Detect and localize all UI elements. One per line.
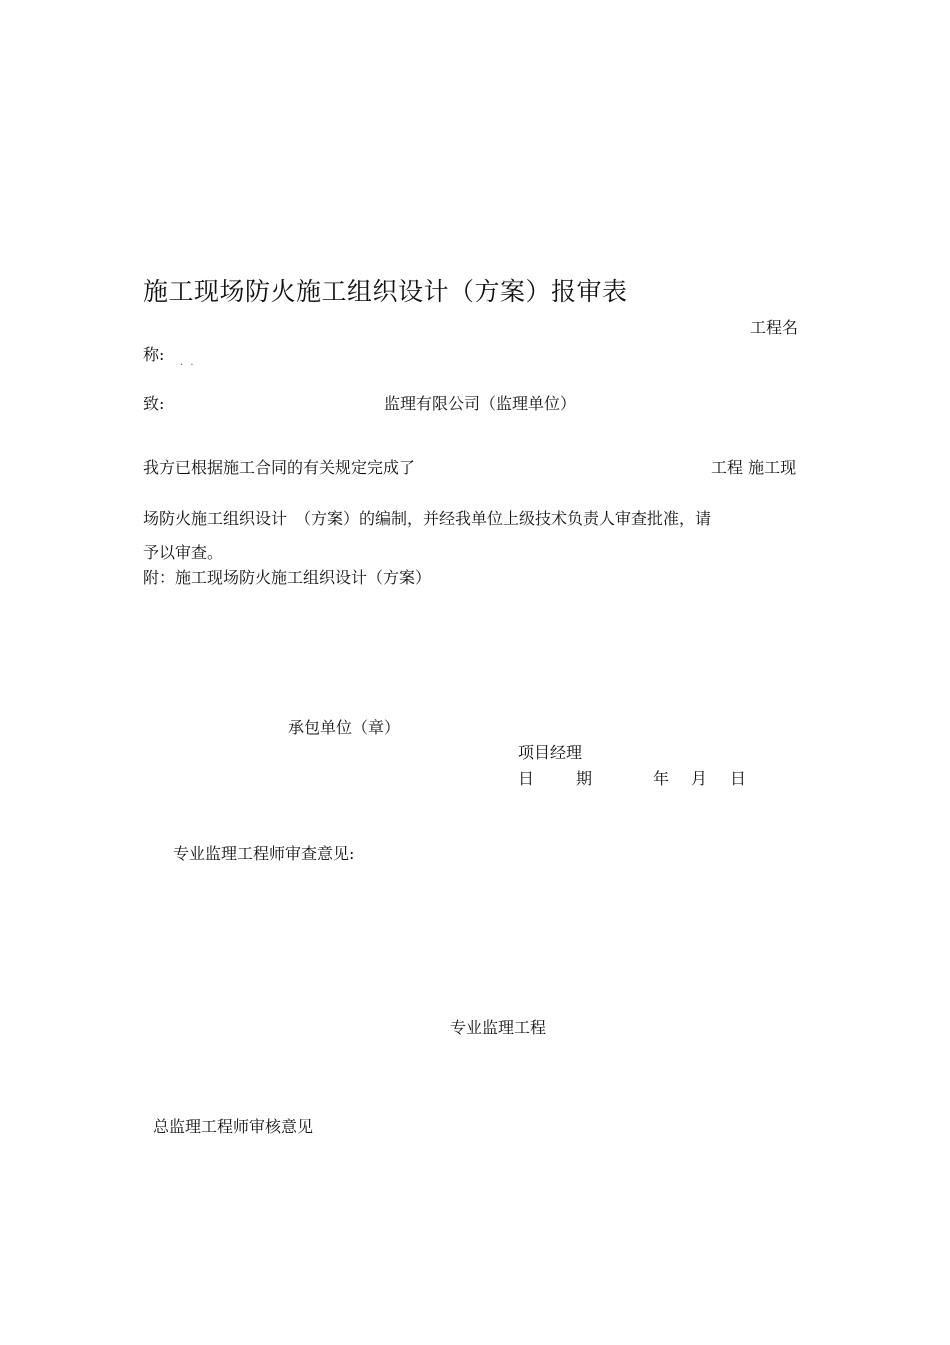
- specialist-signature-label: 专业监理工程: [450, 1018, 547, 1037]
- body-line-1-right: 工程 施工现: [711, 458, 797, 477]
- page-title: 施工现场防火施工组织设计（方案）报审表: [143, 277, 628, 306]
- date-label-period: 期: [576, 769, 593, 788]
- date-year-label: 年: [653, 769, 670, 788]
- supervision-unit-name: 监理有限公司（监理单位）: [384, 394, 577, 413]
- project-manager-label: 项目经理: [518, 743, 583, 762]
- date-label-day: 日: [518, 769, 535, 788]
- date-month-label: 月: [691, 769, 708, 788]
- body-line-3: 予以审查。: [143, 543, 224, 562]
- attachment-line: 附：施工现场防火施工组织设计（方案）: [143, 568, 432, 587]
- body-line-2: 场防火施工组织设计 （方案）的编制，并经我单位上级技术负责人审查批准，请: [143, 509, 712, 528]
- project-name-label-cont: 称:: [143, 345, 165, 364]
- body-line-1: 我方已根据施工合同的有关规定完成了: [143, 458, 416, 477]
- to-label: 致:: [143, 394, 165, 413]
- project-name-value: . .: [180, 357, 196, 368]
- chief-opinion-label: 总监理工程师审核意见: [153, 1117, 314, 1136]
- contractor-unit-label: 承包单位（章）: [288, 718, 401, 737]
- date-day-label: 日: [730, 769, 747, 788]
- specialist-opinion-label: 专业监理工程师审查意见:: [173, 844, 355, 863]
- project-name-label: 工程名: [750, 318, 799, 337]
